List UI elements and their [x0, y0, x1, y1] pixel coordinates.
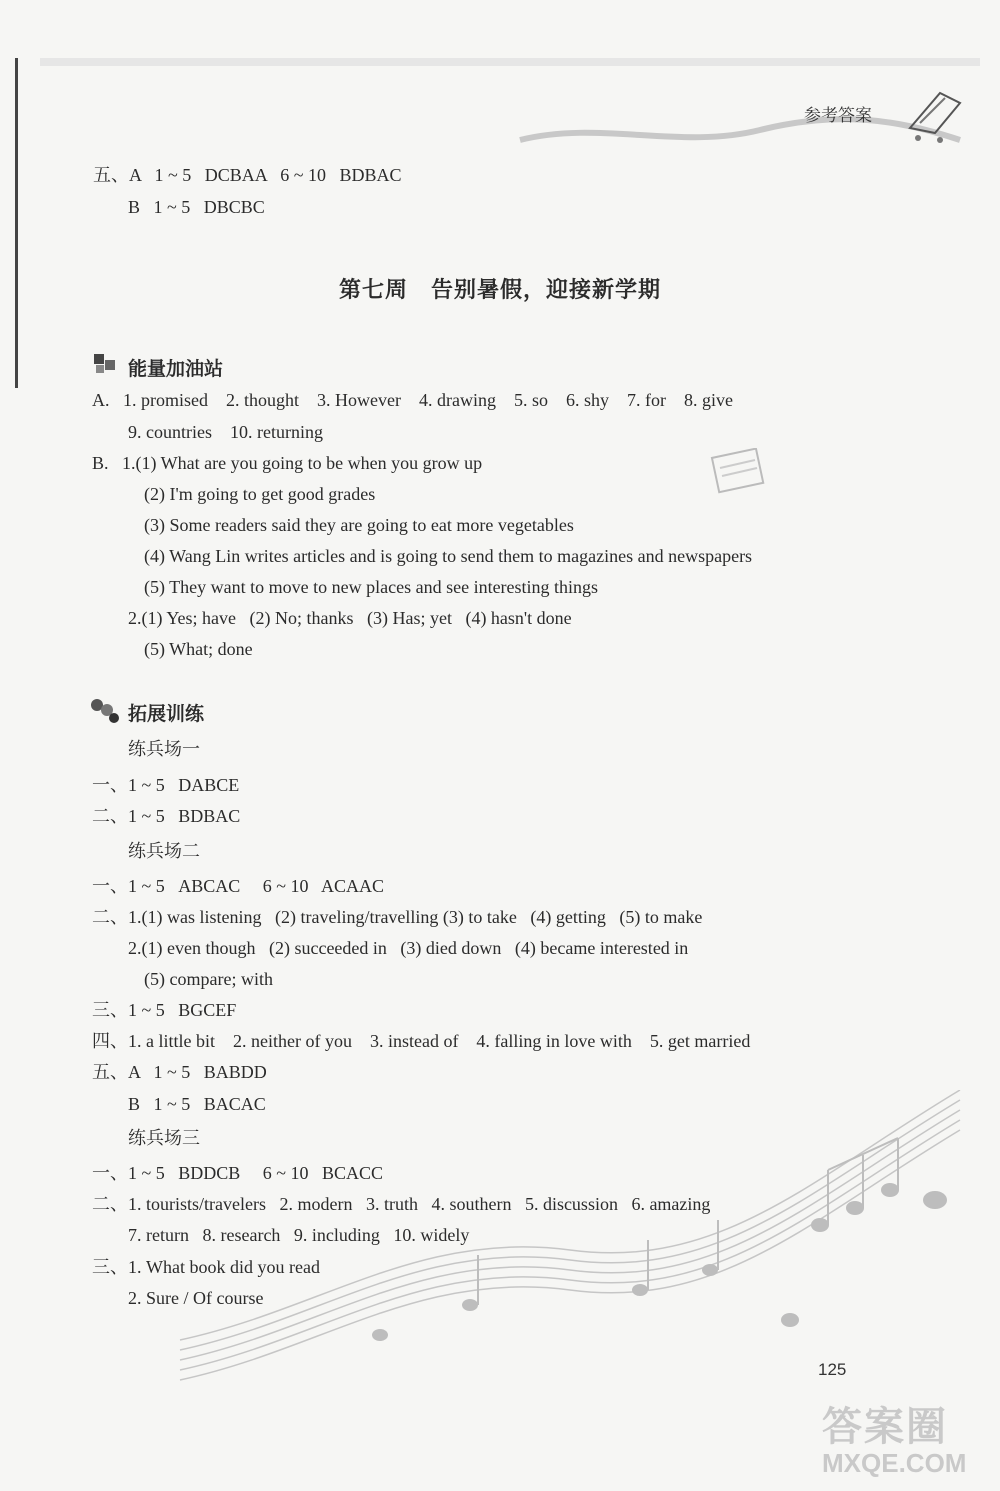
answer-line: 三、1 ~ 5 BGCEF	[92, 1000, 237, 1020]
beach-chair-icon	[900, 78, 970, 148]
answer-line: 一、1 ~ 5 DABCE	[92, 775, 240, 795]
answer-line: A. 1. promised 2. thought 3. However 4. drawing 5. so 6. shy 7. for 8. give	[92, 390, 733, 410]
answer-line: B 1 ~ 5 BACAC	[128, 1094, 266, 1114]
answer-line: 2.(1) even though (2) succeeded in (3) died down (4) became interested in	[128, 938, 689, 958]
answer-line: 2. Sure / Of course	[128, 1288, 264, 1308]
watermark-logo: 答案圈	[822, 1404, 948, 1450]
answer-line: (4) Wang Lin writes articles and is going to send them to magazines and newspapers	[144, 546, 753, 566]
answer-line: (2) I'm going to get good grades	[144, 484, 376, 504]
answer-line: (5) They want to move to new places and see interesting things	[144, 577, 599, 597]
puzzle-icon	[92, 352, 118, 376]
answer-line: (3) Some readers said they are going to eat more vegetables	[144, 515, 574, 535]
section-title-extension: 拓展训练	[128, 703, 205, 725]
practice-heading: 练兵场一	[128, 739, 200, 759]
answer-line: 一、1 ~ 5 ABCAC 6 ~ 10 ACAAC	[92, 876, 385, 896]
abc-bubbles-icon	[90, 698, 120, 724]
answer-line: 二、1 ~ 5 BDBAC	[92, 806, 241, 826]
answer-line: (5) What; done	[144, 639, 253, 659]
answer-line: 五、A 1 ~ 5 DCBAA 6 ~ 10 BDBAC	[93, 165, 402, 185]
answer-line: 二、1. tourists/travelers 2. modern 3. truth 4. southern 5. discussion 6. amazing	[92, 1194, 711, 1214]
answer-line: 二、1.(1) was listening (2) traveling/travelling (3) to take (4) getting (5) to make	[92, 907, 703, 927]
header-wave-decoration	[0, 0, 1000, 160]
watermark-url: MXQE.COM	[822, 1448, 967, 1478]
header-label: 参考答案	[804, 106, 872, 126]
notebook-icon	[710, 448, 770, 498]
answer-line: B 1 ~ 5 DBCBC	[128, 197, 265, 217]
answer-line: 四、1. a little bit 2. neither of you 3. instead of 4. falling in love with 5. get married	[92, 1031, 751, 1051]
answer-line: B. 1.(1) What are you going to be when you grow up	[92, 453, 483, 473]
week-title: 第七周 告别暑假，迎接新学期	[338, 278, 661, 303]
answer-line: 三、1. What book did you read	[92, 1257, 320, 1277]
answer-line: 9. countries 10. returning	[128, 422, 323, 442]
answer-line: 一、1 ~ 5 BDDCB 6 ~ 10 BCACC	[92, 1163, 384, 1183]
page-number: 125	[818, 1360, 847, 1379]
music-notes-decoration	[170, 1090, 990, 1400]
answer-line: 五、A 1 ~ 5 BABDD	[92, 1062, 267, 1082]
answer-line: (5) compare; with	[144, 969, 273, 989]
section-title-energy: 能量加油站	[128, 358, 224, 380]
practice-heading: 练兵场三	[128, 1128, 200, 1148]
answer-line: 2.(1) Yes; have (2) No; thanks (3) Has; yet (4) hasn't done	[128, 608, 572, 628]
practice-heading: 练兵场二	[128, 841, 200, 861]
answer-line: 7. return 8. research 9. including 10. widely	[128, 1225, 470, 1245]
